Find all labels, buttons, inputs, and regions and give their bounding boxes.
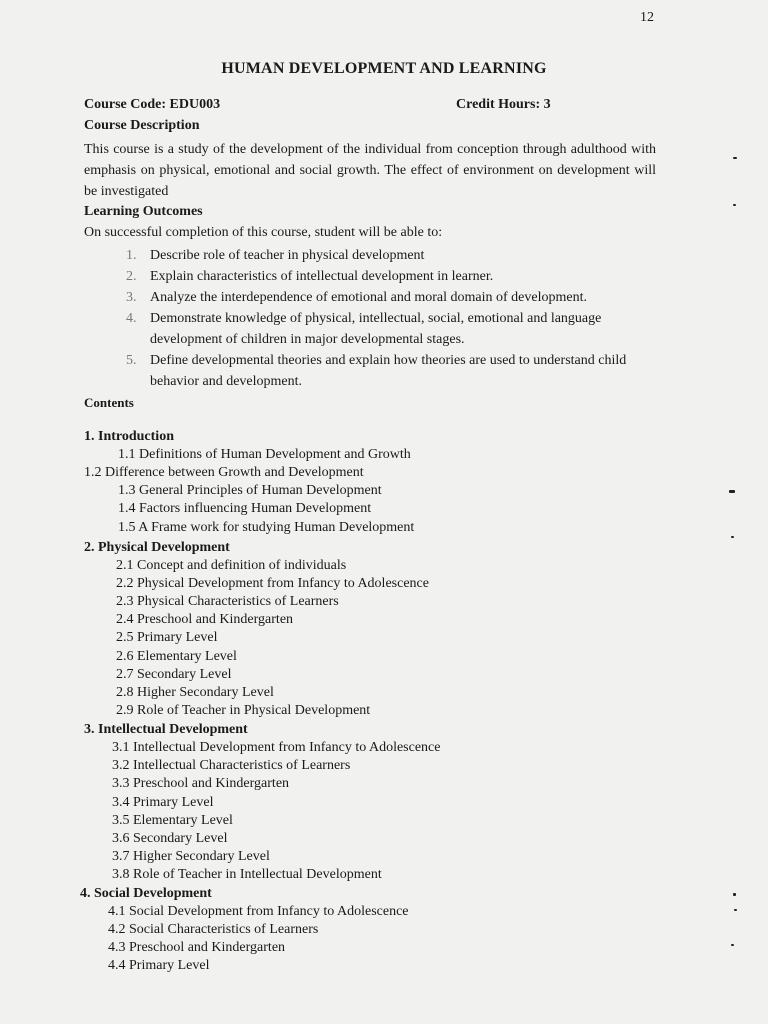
toc-item: 2.7 Secondary Level	[116, 667, 232, 682]
toc-item: 2.3 Physical Characteristics of Learners	[116, 594, 339, 609]
toc-item: 3.2 Intellectual Characteristics of Learners	[112, 758, 351, 773]
toc-item: 3.4 Primary Level	[112, 795, 214, 810]
toc-item: 4.4 Primary Level	[108, 958, 210, 973]
toc-item: 4.3 Preschool and Kindergarten	[108, 940, 286, 955]
list-item-number: 1.	[126, 248, 137, 263]
toc-item: 1.2 Difference between Growth and Development	[84, 465, 364, 480]
list-item-number: 3.	[126, 290, 137, 305]
contents-heading: Contents	[84, 395, 134, 410]
list-item-number: 5.	[126, 353, 137, 368]
list-item-number: 2.	[126, 269, 137, 284]
list-item-text: Explain characteristics of intellectual development in learner.	[150, 269, 494, 284]
toc-section: 3. Intellectual Development	[84, 722, 248, 737]
toc-section: 1. Introduction	[84, 429, 174, 444]
scan-speck	[731, 944, 734, 946]
list-item-text: Define developmental theories and explain how theories are used to understand child behavior and development.	[150, 353, 627, 389]
toc-item: 2.4 Preschool and Kindergarten	[116, 612, 294, 627]
toc-item: 3.8 Role of Teacher in Intellectual Development	[112, 867, 382, 882]
learning-outcomes-list	[118, 245, 658, 392]
toc-item: 2.2 Physical Development from Infancy to Adolescence	[116, 576, 429, 591]
scan-speck	[733, 893, 736, 896]
toc-item: 1.5 A Frame work for studying Human Development	[118, 520, 415, 535]
course-code: Course Code: EDU003	[84, 97, 221, 112]
list-item	[118, 350, 658, 392]
list-item-text: Describe role of teacher in physical development	[150, 248, 425, 263]
scan-speck	[731, 536, 734, 538]
toc-item: 2.5 Primary Level	[116, 630, 218, 645]
toc-item: 3.5 Elementary Level	[112, 813, 233, 828]
list-item-text: Demonstrate knowledge of physical, intellectual, social, emotional and language development of children in major developmental stages.	[150, 311, 602, 347]
toc-item: 2.9 Role of Teacher in Physical Development	[116, 703, 371, 718]
toc-item: 2.8 Higher Secondary Level	[116, 685, 274, 700]
course-description-text: This course is a study of the development of the individual from conception through adulthood with emphasis on physical, emotional and social growth. The effect of environment on development will be investigated	[84, 142, 656, 199]
scan-speck	[733, 204, 736, 206]
list-item	[118, 266, 658, 287]
toc-item: 3.3 Preschool and Kindergarten	[112, 776, 290, 791]
learning-outcomes-intro: On successful completion of this course, student will be able to:	[84, 225, 443, 240]
credit-hours: Credit Hours: 3	[456, 97, 551, 112]
list-item	[118, 245, 658, 266]
learning-outcomes-heading: Learning Outcomes	[84, 204, 203, 219]
toc-item: 3.1 Intellectual Development from Infancy to Adolescence	[112, 740, 441, 755]
scan-speck	[729, 490, 735, 493]
list-item-text: Analyze the interdependence of emotional and moral domain of development.	[150, 290, 587, 305]
toc-item: 4.2 Social Characteristics of Learners	[108, 922, 319, 937]
list-item-number: 4.	[126, 311, 137, 326]
toc-item: 2.1 Concept and definition of individuals	[116, 558, 347, 573]
toc-section: 2. Physical Development	[84, 540, 230, 555]
toc-item: 4.1 Social Development from Infancy to Adolescence	[108, 904, 409, 919]
scan-speck	[734, 909, 737, 911]
scan-speck	[733, 157, 737, 159]
toc-section: 4. Social Development	[80, 886, 212, 901]
toc-item: 1.3 General Principles of Human Development	[118, 483, 382, 498]
toc-item: 1.4 Factors influencing Human Development	[118, 501, 372, 516]
toc-item: 3.6 Secondary Level	[112, 831, 228, 846]
document-title: HUMAN DEVELOPMENT AND LEARNING	[221, 60, 547, 77]
toc-item: 2.6 Elementary Level	[116, 649, 237, 664]
toc-item: 3.7 Higher Secondary Level	[112, 849, 270, 864]
toc-item: 1.1 Definitions of Human Development and Growth	[118, 447, 411, 462]
list-item	[118, 287, 658, 308]
course-description-heading: Course Description	[84, 118, 200, 133]
page-number: 12	[640, 10, 654, 25]
list-item	[118, 308, 658, 350]
